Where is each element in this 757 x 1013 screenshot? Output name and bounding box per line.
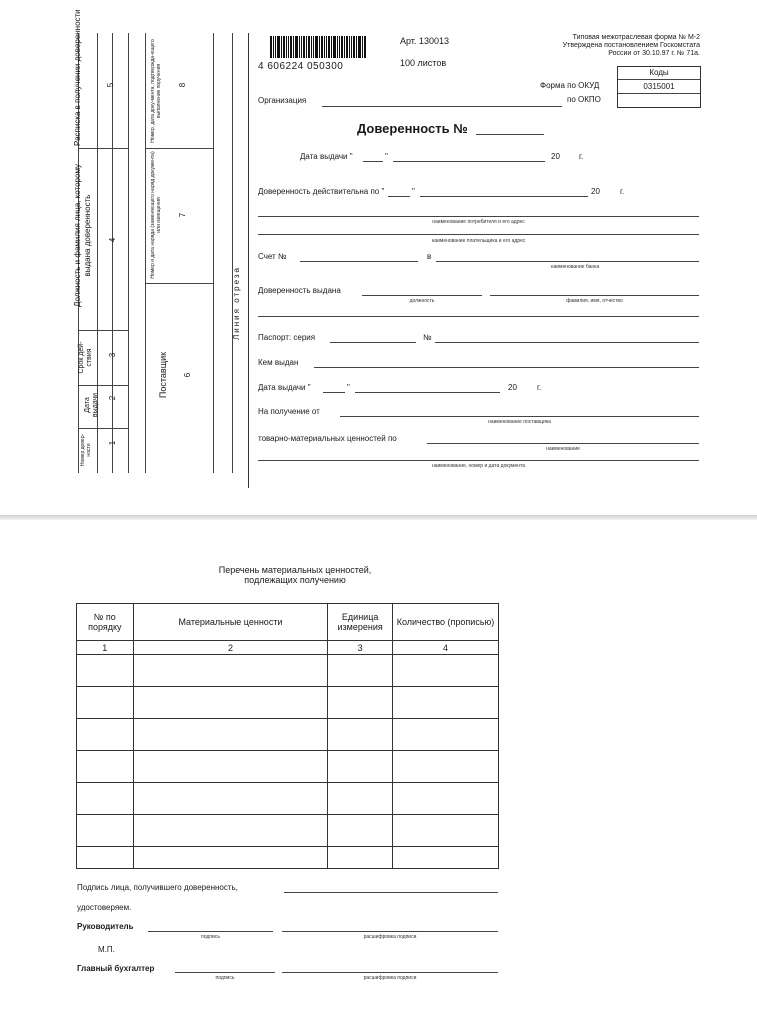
head-decode-caption: расшифровка подписи xyxy=(363,934,417,940)
stub-n3: 3 xyxy=(108,352,117,358)
valid-month-field[interactable] xyxy=(420,196,588,197)
stub-col2-label: Дата выдачи xyxy=(84,392,99,418)
table-row[interactable] xyxy=(77,655,499,687)
table-row[interactable] xyxy=(77,719,499,751)
power-of-attorney-sheet: Расписка в получении доверенности 5 Должность и фамилия лица, которому выдана доверенность 4 Срок дей-ствия 3 Дата выдачи 2 Номер довер-ности 1 Номер, дата доку-мента, подтвержда-ющего выполнение поручения 8 Номер и дата наряда (заменяющего наряд документа) или извещения 7 Поставщик 6 Линия отреза 4 606224 050300 Арт. 130013 100 листов Типовая межотраслевая форма № М-2 Утверждена постановлением Госкомстата России от 30.10.97 г. № 71а. Коды 0315001 Форма по ОКУД по ОКПО Организация Доверенность № Дата выдачи " " 20 г. Доверенность действительна по " " 20 г. наименование потребителя и его адрес наименование плательщика и его адрес Счет № в наименование банка Доверенность выдана должность фамилия, имя, отчество Паспорт: серия № Кем выдан Дата выдачи " " 20 г. На получение от наименование поставщика товарно-материальных ценностей по наименование наименование, номер и дата документа xyxy=(0,0,757,515)
head-signature-field[interactable] xyxy=(148,931,273,932)
stub-n7: 7 xyxy=(178,212,187,218)
head-label: Руководитель xyxy=(77,922,134,931)
stub-n5: 5 xyxy=(106,82,115,88)
passport-series-label: Паспорт: серия xyxy=(258,333,316,342)
list-title-line1: Перечень материальных ценностей, xyxy=(218,565,372,575)
codes-header: Коды xyxy=(649,68,669,77)
valid-year-label: 20 xyxy=(591,187,600,196)
stub-col7-label: Номер и дата наряда (заменяющего наряд документа) или извещения xyxy=(150,151,162,279)
number-cell: 4 xyxy=(392,641,498,655)
receive-from-label: На получение от xyxy=(258,407,320,416)
payer-field[interactable] xyxy=(258,234,699,235)
goods-list-sheet xyxy=(0,520,757,1013)
issued-to-label: Доверенность выдана xyxy=(258,286,341,295)
table-row[interactable] xyxy=(77,751,499,783)
list-title-line2: подлежащих получению xyxy=(244,575,346,585)
article-number: Арт. 130013 xyxy=(400,36,449,46)
passport-date-label: Дата выдачи " xyxy=(258,383,311,392)
consumer-caption: наименование потребителя и его адрес xyxy=(432,219,525,225)
passport-month-field[interactable] xyxy=(355,392,500,393)
bank-in-label: в xyxy=(427,252,432,261)
table-row[interactable] xyxy=(77,687,499,719)
accountant-label: Главный бухгалтер xyxy=(77,964,155,973)
signature-field[interactable] xyxy=(284,892,498,893)
bank-field[interactable] xyxy=(436,261,699,262)
stub-col3-label: Срок дей-ствия xyxy=(78,341,93,374)
issued-by-label: Кем выдан xyxy=(258,358,299,367)
stub-col4-label: Должность и фамилия лица, которому выдана доверенность xyxy=(73,163,92,308)
table-header-row xyxy=(77,604,499,641)
stamp-label: М.П. xyxy=(98,945,115,954)
issue-day-field[interactable] xyxy=(363,161,383,162)
passport-series-field[interactable] xyxy=(330,342,416,343)
accountant-decode-caption: расшифровка подписи xyxy=(363,975,417,981)
sheet-count: 100 листов xyxy=(400,58,447,68)
head-decode-field[interactable] xyxy=(282,931,498,932)
accountant-signature-field[interactable] xyxy=(175,972,275,973)
number-cell: 3 xyxy=(328,641,393,655)
header-cell: № по порядку xyxy=(77,604,134,641)
okud-label: Форма по ОКУД xyxy=(540,81,600,90)
stub-col1-label: Номер довер-ности xyxy=(80,433,92,467)
issue-year-suffix: г. xyxy=(579,152,584,161)
header-cell: Количество (прописью) xyxy=(392,604,498,641)
stub-col5-label: Расписка в получении доверенности xyxy=(73,9,82,146)
passport-year-label: 20 xyxy=(508,383,517,392)
head-sign-caption: подпись xyxy=(201,934,220,940)
issue-date-label: Дата выдачи " xyxy=(300,152,353,161)
table-row[interactable] xyxy=(77,847,499,869)
form-type-line1: Типовая межотраслевая форма № М-2 xyxy=(572,34,700,41)
goods-name-caption: наименование xyxy=(546,446,580,452)
signature-label: Подпись лица, получившего доверенность, xyxy=(77,883,238,892)
header-cell: Материальные ценности xyxy=(133,604,328,641)
position-field[interactable] xyxy=(362,295,482,296)
valid-year-suffix: г. xyxy=(620,187,625,196)
issue-month-field[interactable] xyxy=(393,161,545,162)
valid-day-field[interactable] xyxy=(388,196,410,197)
goods-doc-field[interactable] xyxy=(427,443,699,444)
payer-caption: наименование плательщика и его адрес xyxy=(431,238,526,244)
issued-to-extra-field[interactable] xyxy=(258,316,699,317)
document-title: Доверенность № xyxy=(357,121,468,136)
stub-n8: 8 xyxy=(178,82,187,88)
okud-code: 0315001 xyxy=(643,82,675,91)
barcode-digits: 4 606224 050300 xyxy=(258,61,344,72)
account-field[interactable] xyxy=(300,261,418,262)
goods-table xyxy=(76,603,499,869)
issue-year-label: 20 xyxy=(551,152,560,161)
table-row[interactable] xyxy=(77,783,499,815)
account-label: Счет № xyxy=(258,252,287,261)
supplier-field[interactable] xyxy=(340,416,699,417)
passport-day-field[interactable] xyxy=(323,392,345,393)
stub-n4: 4 xyxy=(108,237,117,243)
stub-n6: 6 xyxy=(183,372,192,378)
codes-box xyxy=(617,66,701,108)
stub-col6-label: Поставщик xyxy=(158,351,168,399)
cut-line-label: Линия отреза xyxy=(232,266,241,340)
form-type-line3: России от 30.10.97 г. № 71а. xyxy=(608,50,700,57)
fio-caption: фамилия, имя, отчество xyxy=(566,298,623,304)
document-number-field[interactable] xyxy=(476,134,544,135)
form-type-line2: Утверждена постановлением Госкомстата xyxy=(562,42,700,49)
accountant-decode-field[interactable] xyxy=(282,972,498,973)
certify-label: удостоверяем. xyxy=(77,903,132,912)
number-cell: 1 xyxy=(77,641,134,655)
goods-doc-caption: наименование, номер и дата документа xyxy=(431,463,526,469)
table-number-row xyxy=(77,641,499,655)
goods-doc-extra-field[interactable] xyxy=(258,460,699,461)
passport-number-label: № xyxy=(423,333,432,342)
position-caption: должность xyxy=(409,298,435,304)
okpo-label: по ОКПО xyxy=(567,95,601,104)
issued-by-field[interactable] xyxy=(314,367,699,368)
supplier-caption: наименование поставщика xyxy=(488,419,551,425)
fio-field[interactable] xyxy=(490,295,699,296)
organization-label: Организация xyxy=(258,96,307,105)
bank-caption: наименование банка xyxy=(550,264,600,270)
passport-number-field[interactable] xyxy=(435,342,699,343)
stub-col8-label: Номер, дата доку-мента, подтвержда-ющего выполнение поручения xyxy=(150,39,162,143)
accountant-sign-caption: подпись xyxy=(215,975,235,981)
barcode xyxy=(270,36,367,58)
table-row[interactable] xyxy=(77,815,499,847)
header-cell: Единица измерения xyxy=(328,604,393,641)
stub-n2: 2 xyxy=(108,395,117,401)
number-cell: 2 xyxy=(133,641,328,655)
consumer-field[interactable] xyxy=(258,216,699,217)
passport-year-suffix: г. xyxy=(537,383,542,392)
stub-n1: 1 xyxy=(108,440,117,446)
organization-field[interactable] xyxy=(322,106,562,107)
valid-until-label: Доверенность действительна по " xyxy=(258,187,385,196)
goods-label: товарно-материальных ценностей по xyxy=(258,434,397,443)
